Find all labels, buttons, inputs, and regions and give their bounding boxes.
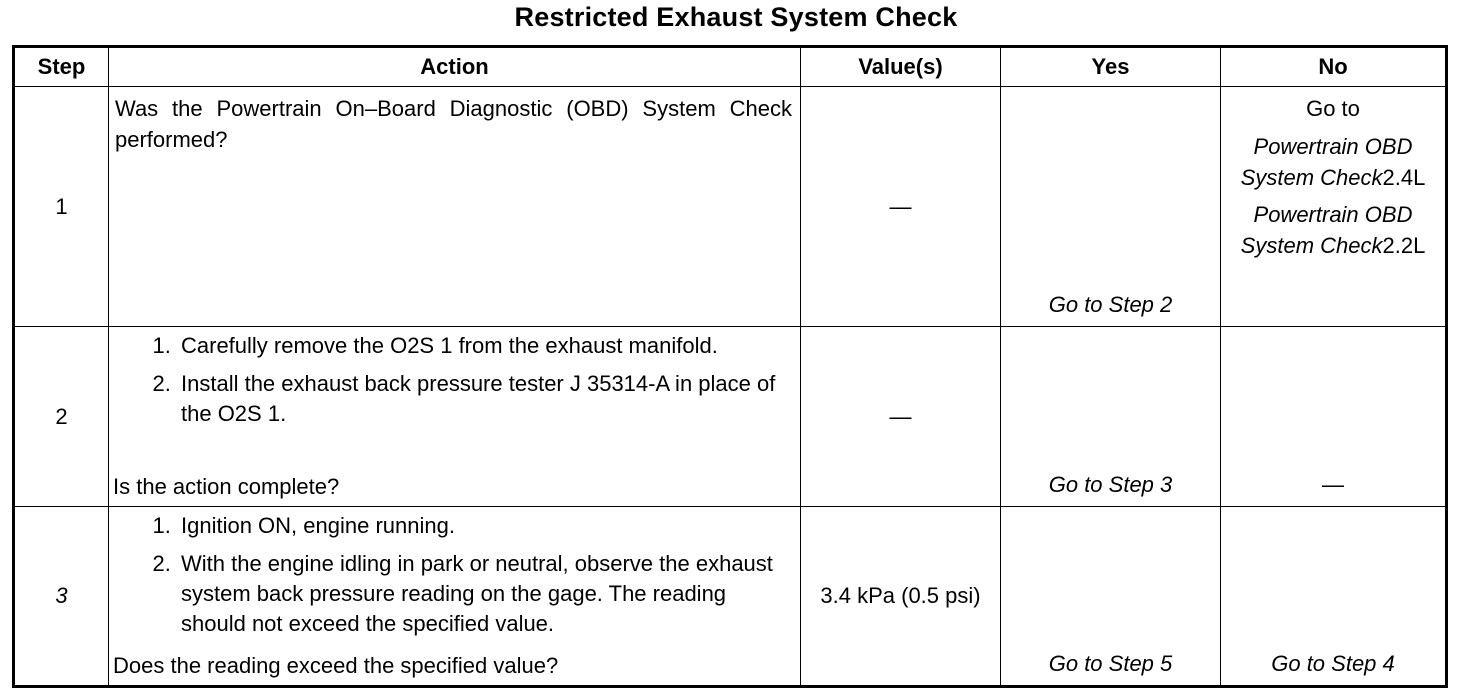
action-step: 1. Ignition ON, engine running. xyxy=(177,511,786,541)
no-cell: — xyxy=(1221,327,1447,507)
ref-engine: 2.4L xyxy=(1382,165,1426,190)
action-cell xyxy=(109,87,801,327)
step-number: 1 xyxy=(14,87,109,327)
step-number: 2 xyxy=(14,327,109,507)
no-ref-link[interactable] xyxy=(1221,199,1445,261)
no-ref-link[interactable] xyxy=(1221,131,1445,193)
table-header-row xyxy=(14,47,1447,87)
action-step: 2. With the engine idling in park or neutral, observe the exhaust system back pressure reading on the gage. The reading should not exceed the specified value. xyxy=(177,549,786,639)
action-text: Was the Powertrain On–Board Diagnostic (OBD) System Check performed? xyxy=(115,96,792,152)
no-go-to: Go to xyxy=(1306,96,1360,121)
action-cell xyxy=(109,507,801,687)
ref-name: Powertrain OBD System Check xyxy=(1240,134,1413,190)
value-dash: — xyxy=(889,403,912,429)
action-cell xyxy=(109,327,801,507)
ref-engine: 2.2L xyxy=(1382,233,1426,258)
table-row xyxy=(14,87,1447,327)
action-steps xyxy=(109,327,800,433)
page-title: Restricted Exhaust System Check xyxy=(514,2,958,32)
header-step: Step xyxy=(14,47,109,87)
table-row xyxy=(14,327,1447,507)
header-no: No xyxy=(1221,47,1447,87)
no-cell xyxy=(1221,87,1447,327)
value-cell xyxy=(801,87,1001,327)
action-question: Does the reading exceed the specified value? xyxy=(113,653,559,678)
diagnostic-table xyxy=(12,45,1448,688)
step-number: 3 xyxy=(14,507,109,687)
yes-cell: Go to Step 3 xyxy=(1001,327,1221,507)
yes-cell: Go to Step 2 xyxy=(1001,87,1221,327)
action-step: 1. Carefully remove the O2S 1 from the exhaust manifold. xyxy=(177,331,786,361)
value-cell: 3.4 kPa (0.5 psi) xyxy=(801,507,1001,687)
ref-name: Powertrain OBD System Check xyxy=(1240,202,1413,258)
action-question: Is the action complete? xyxy=(113,474,340,499)
table-row xyxy=(14,507,1447,687)
header-values: Value(s) xyxy=(801,47,1001,87)
header-yes: Yes xyxy=(1001,47,1221,87)
yes-cell: Go to Step 5 xyxy=(1001,507,1221,687)
header-action: Action xyxy=(109,47,801,87)
no-cell: Go to Step 4 xyxy=(1221,507,1447,687)
value-dash: — xyxy=(889,193,912,219)
action-steps xyxy=(109,507,800,643)
value-cell xyxy=(801,327,1001,507)
action-step: 2. Install the exhaust back pressure tester J 35314-A in place of the O2S 1. xyxy=(177,369,786,429)
